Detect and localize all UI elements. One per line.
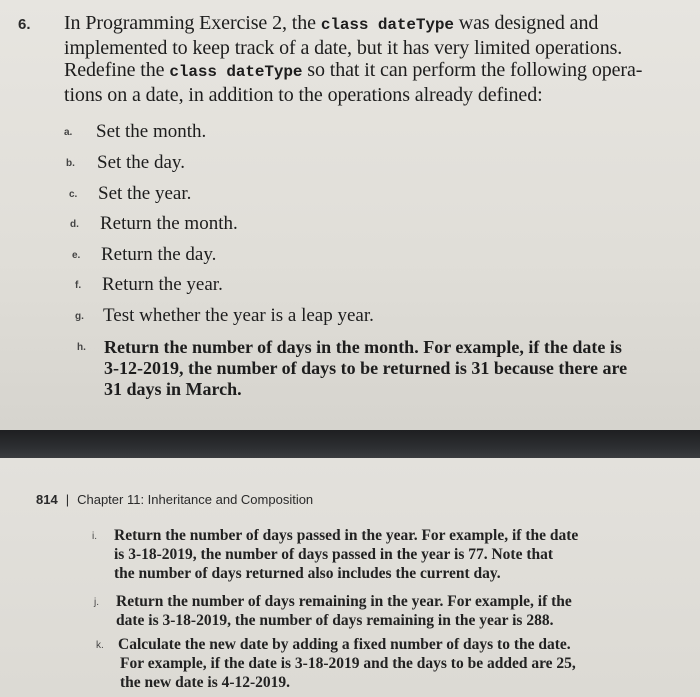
running-head [36, 492, 313, 507]
separator: | [65, 492, 70, 507]
item-text: date is 3-18-2019, the number of days remaining in the year is 288. [116, 612, 554, 629]
item-text: Return the year. [102, 274, 223, 295]
item-text: the number of days returned also includes the current day. [114, 565, 501, 582]
item-label: b. [66, 158, 75, 169]
item-text: Return the day. [101, 244, 217, 265]
item-label: j. [94, 597, 99, 608]
item-text: Set the day. [97, 152, 185, 173]
item-text: Return the number of days remaining in the year. For example, if the [116, 593, 572, 610]
item-text: Return the number of days passed in the year. For example, if the date [114, 527, 579, 544]
intro-line: Redefine the class dateType so that it can perform the following opera- [64, 59, 643, 81]
item-text: 3-12-2019, the number of days to be returned is 31 because there are [104, 358, 628, 378]
item-text: Return the month. [100, 213, 238, 234]
chapter-title: Chapter 11: Inheritance and Composition [77, 492, 314, 507]
item-text: Set the year. [98, 183, 192, 204]
item-label: k. [96, 640, 104, 651]
item-text: Test whether the year is a leap year. [103, 305, 374, 326]
page-number: 814 [36, 492, 58, 507]
item-label: d. [70, 219, 79, 230]
item-text: Set the month. [96, 121, 207, 142]
item-text: 31 days in March. [104, 379, 242, 399]
question-intro [64, 12, 664, 106]
item-label: f. [75, 280, 82, 291]
item-text: the new date is 4-12-2019. [120, 674, 291, 691]
item-label: h. [77, 342, 86, 353]
intro-line: tions on a date, in addition to the operations already defined: [64, 83, 543, 106]
question-number: 6. [18, 16, 31, 33]
item-label: a. [64, 127, 73, 138]
item-text: Calculate the new date by adding a fixed number of days to the date. [118, 636, 571, 653]
page-divider [0, 430, 700, 458]
item-label: g. [75, 311, 84, 322]
intro-line: implemented to keep track of a date, but it has very limited operations. [64, 36, 623, 59]
item-label: c. [69, 189, 78, 200]
item-text: is 3-18-2019, the number of days passed in the year is 77. Note that [114, 546, 554, 563]
item-label: e. [72, 250, 81, 261]
item-text: For example, if the date is 3-18-2019 and the days to be added are 25, [120, 655, 576, 672]
item-text: Return the number of days in the month. For example, if the date is [104, 337, 622, 357]
item-label: i. [92, 531, 97, 542]
intro-line: In Programming Exercise 2, the class dateType was designed and [64, 12, 599, 34]
